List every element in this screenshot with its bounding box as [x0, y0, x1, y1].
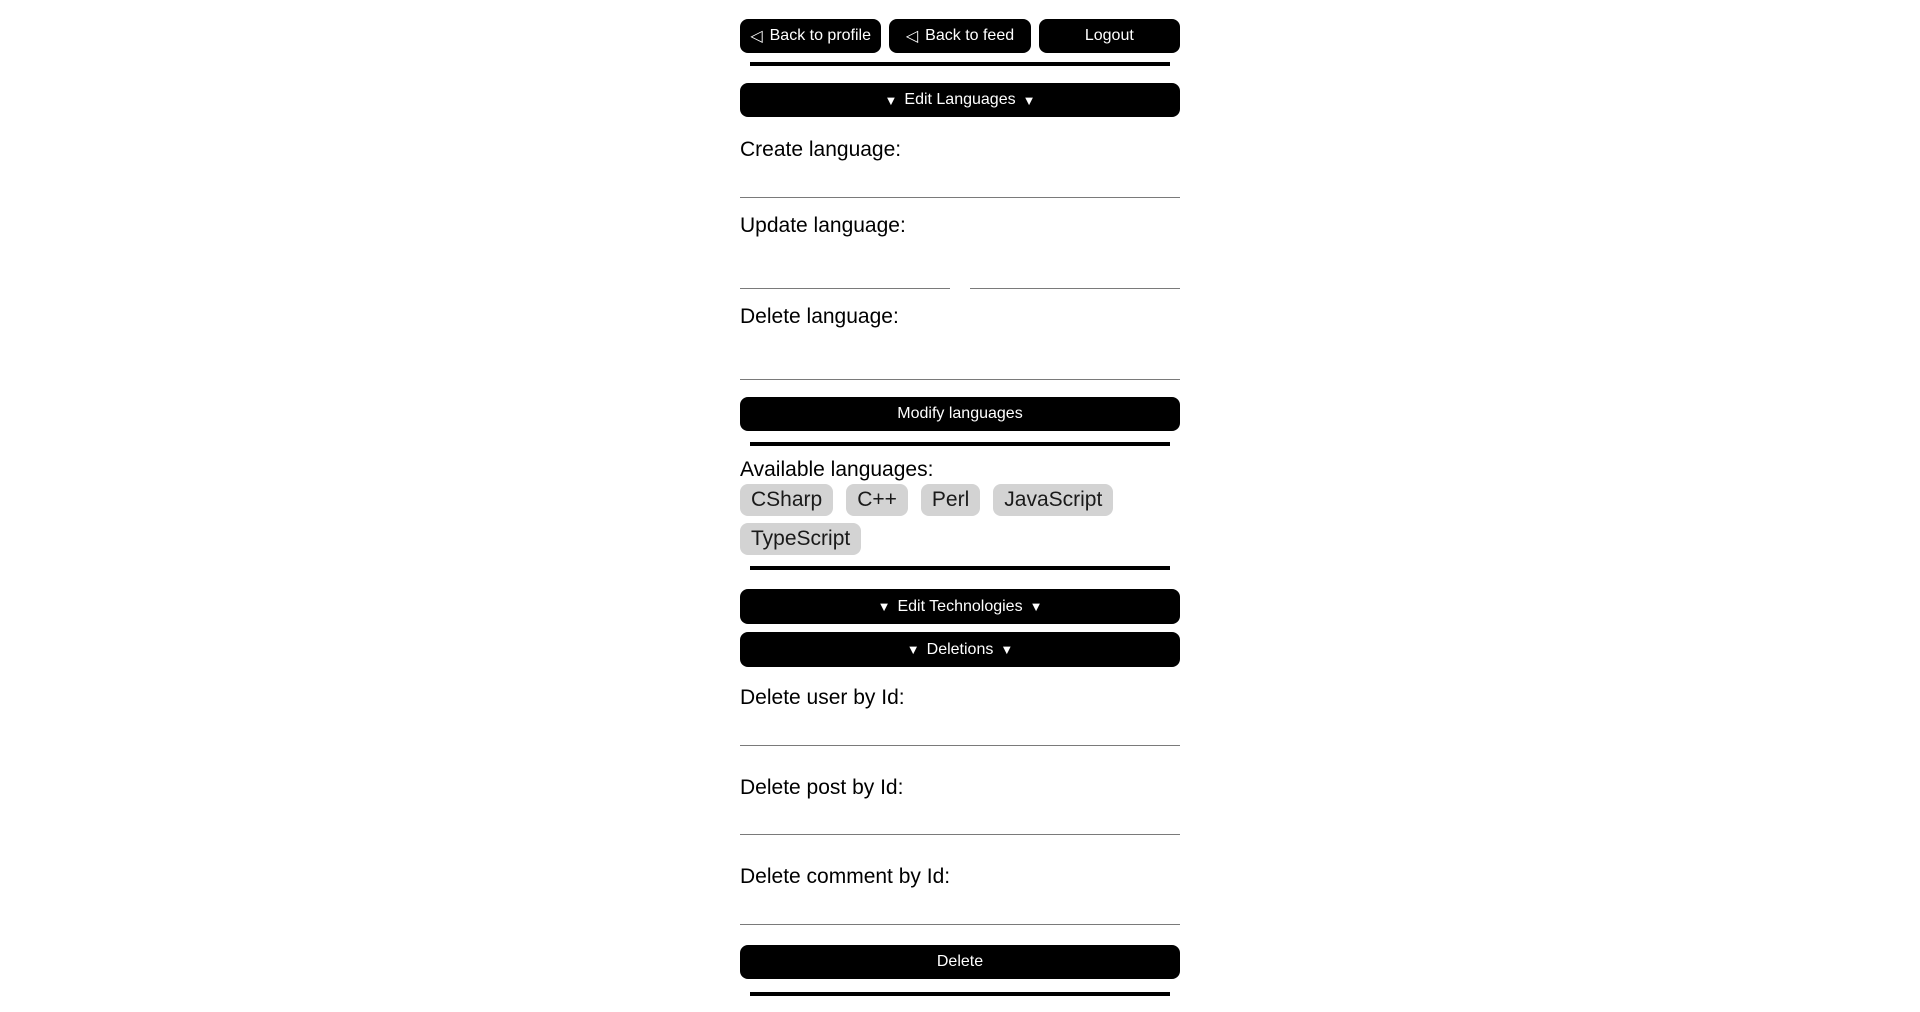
- logout-label: Logout: [1084, 27, 1134, 44]
- chevron-down-icon: ▼: [877, 599, 891, 614]
- section-divider: [750, 442, 1170, 446]
- delete-comment-id-input[interactable]: [740, 889, 1180, 925]
- back-to-feed-label: Back to feed: [925, 27, 1015, 44]
- language-chip[interactable]: TypeScript: [740, 523, 861, 555]
- language-chip[interactable]: C++: [846, 484, 908, 516]
- edit-languages-toggle-label: Edit Languages: [904, 91, 1016, 108]
- language-chip[interactable]: JavaScript: [993, 484, 1113, 516]
- back-to-feed-button[interactable]: [889, 19, 1030, 53]
- top-nav: [740, 19, 1180, 53]
- back-arrow-icon: ◁: [750, 28, 763, 45]
- delete-language-label: Delete language:: [740, 305, 899, 328]
- delete-post-id-label: Delete post by Id:: [740, 776, 904, 799]
- admin-panel: [740, 0, 1180, 996]
- chevron-down-icon: ▼: [1000, 642, 1014, 657]
- update-language-new-input[interactable]: [970, 253, 1180, 289]
- deletions-toggle[interactable]: [740, 632, 1180, 667]
- modify-languages-label: Modify languages: [897, 405, 1023, 422]
- update-language-inputs: [740, 253, 1180, 289]
- chevron-down-icon: ▼: [1029, 599, 1043, 614]
- back-to-profile-label: Back to profile: [769, 27, 872, 44]
- logout-button[interactable]: [1039, 19, 1180, 53]
- update-language-old-input[interactable]: [740, 253, 950, 289]
- delete-post-id-input[interactable]: [740, 800, 1180, 835]
- chevron-down-icon: ▼: [1022, 92, 1036, 108]
- delete-user-id-input[interactable]: [740, 710, 1180, 746]
- update-language-label: Update language:: [740, 214, 906, 237]
- delete-button[interactable]: [740, 945, 1180, 979]
- delete-button-label: Delete: [936, 953, 984, 970]
- delete-user-id-label: Delete user by Id:: [740, 686, 905, 709]
- create-language-label: Create language:: [740, 138, 902, 161]
- available-languages-label: Available languages:: [740, 458, 934, 481]
- back-arrow-icon: ◁: [905, 28, 919, 45]
- chevron-down-icon: ▼: [884, 92, 898, 108]
- edit-languages-toggle[interactable]: [740, 83, 1180, 117]
- section-divider: [750, 62, 1170, 66]
- create-language-input[interactable]: [740, 162, 1180, 198]
- modify-languages-button[interactable]: [740, 397, 1180, 431]
- language-chip[interactable]: CSharp: [740, 484, 833, 516]
- section-divider: [750, 566, 1170, 570]
- section-divider: [750, 992, 1170, 996]
- edit-technologies-toggle[interactable]: [740, 589, 1180, 624]
- available-languages-list: [740, 484, 1180, 555]
- back-to-profile-button[interactable]: [740, 19, 881, 53]
- language-chip[interactable]: Perl: [921, 484, 980, 516]
- edit-technologies-toggle-label: Edit Technologies: [897, 597, 1023, 615]
- chevron-down-icon: ▼: [906, 642, 920, 657]
- deletions-toggle-label: Deletions: [926, 640, 994, 658]
- delete-comment-id-label: Delete comment by Id:: [740, 865, 951, 888]
- delete-language-input[interactable]: [740, 344, 1180, 380]
